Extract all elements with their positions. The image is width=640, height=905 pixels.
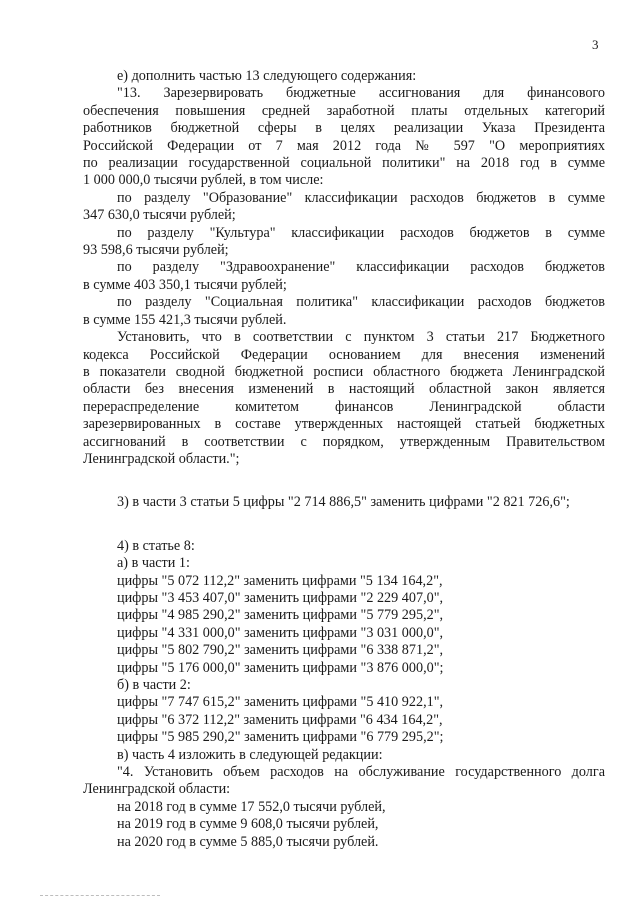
list-item: цифры "5 985 290,2" заменить цифрами "6 779 295,2"; (117, 729, 444, 746)
paragraph-line: б) в части 2: (117, 677, 191, 693)
list-item: цифры "7 747 615,2" заменить цифрами "5 410 922,1", (117, 694, 444, 711)
paragraph-line: зарезервированных в составе утвержденных настоящей статьей бюджетных (83, 416, 605, 433)
list-item: на 2019 год в сумме 9 608,0 тысячи рублей, (117, 816, 379, 833)
paragraph-line: в сумме 403 350,1 тысячи рублей; (83, 276, 287, 293)
paragraph-line: в показатели сводной бюджетной росписи областного бюджета Ленинградской (83, 363, 605, 380)
list-item: цифры "4 985 290,2" заменить цифрами "5 779 295,2", (117, 607, 444, 624)
paragraph-line: по разделу "Образование" классификации расходов бюджетов в сумме (117, 189, 605, 206)
paragraph-line: Российской Федерации от 7 мая 2012 года № 597 "О мероприятиях (83, 137, 605, 154)
paragraph-line: е) дополнить частью 13 следующего содержания: (117, 68, 417, 84)
paragraph-line: "4. Установить объем расходов на обслуживание государственного долга (117, 764, 605, 781)
list-item: цифры "3 453 407,0" заменить цифрами "2 229 407,0", (117, 589, 444, 606)
paragraph-line: обеспечения повышения средней заработной платы отдельных категорий (83, 102, 605, 119)
list-item: цифры "5 176 000,0" заменить цифрами "3 876 000,0"; (117, 659, 444, 676)
paragraph-line: ассигнований в соответствии с порядком, утвержденным Правительством (83, 433, 605, 450)
paragraph-line: Ленинградской области."; (83, 450, 240, 467)
paragraph-line: в сумме 155 421,3 тысячи рублей. (83, 311, 287, 328)
list-item: цифры "6 372 112,2" заменить цифрами "6 434 164,2", (117, 711, 443, 728)
document-body (83, 68, 605, 851)
paragraph-line: по реализации государственной социальной политики" на 2018 год в сумме (83, 155, 605, 172)
paragraph-line: а) в части 1: (117, 555, 190, 572)
scan-artifact (40, 895, 160, 899)
paragraph-line: перераспределение комитетом финансов Ленинградской области (83, 398, 605, 415)
paragraph-line: Ленинградской области: (83, 781, 231, 798)
page-number: 3 (592, 37, 599, 52)
paragraph-line: по разделу "Культура" классификации расходов бюджетов в сумме (117, 224, 605, 241)
paragraph-line: кодекса Российской Федерации основанием для внесения изменений (83, 346, 605, 363)
list-item: на 2018 год в сумме 17 552,0 тысячи рублей, (117, 798, 386, 815)
paragraph-line: 1 000 000,0 тысячи рублей, в том числе: (83, 172, 324, 189)
paragraph-line: работников бюджетной сферы в целях реализации Указа Президента (83, 120, 605, 137)
list-item: цифры "4 331 000,0" заменить цифрами "3 031 000,0", (117, 624, 444, 641)
paragraph-line: по разделу "Здравоохранение" классификации расходов бюджетов (117, 259, 605, 276)
paragraph-line: по разделу "Социальная политика" классификации расходов бюджетов (117, 294, 605, 311)
list-item: цифры "5 802 790,2" заменить цифрами "6 338 871,2", (117, 642, 444, 659)
paragraph-line: Установить, что в соответствии с пунктом 3 статьи 217 Бюджетного (117, 329, 605, 346)
list-item: цифры "5 072 112,2" заменить цифрами "5 134 164,2", (117, 572, 443, 589)
paragraph-line: 4) в статье 8: (117, 537, 195, 554)
paragraph-line: 3) в части 3 статьи 5 цифры "2 714 886,5" заменить цифрами "2 821 726,6"; (117, 494, 570, 511)
paragraph-line: "13. Зарезервировать бюджетные ассигнования для финансового (117, 85, 605, 102)
paragraph-line: области без внесения изменений в настоящий областной закон является (83, 381, 605, 398)
paragraph-line: в) часть 4 изложить в следующей редакции: (117, 746, 383, 763)
list-item: на 2020 год в сумме 5 885,0 тысячи рублей. (117, 833, 379, 850)
paragraph-line: 93 598,6 тысячи рублей; (83, 242, 229, 259)
paragraph-line: 347 630,0 тысячи рублей; (83, 207, 236, 224)
